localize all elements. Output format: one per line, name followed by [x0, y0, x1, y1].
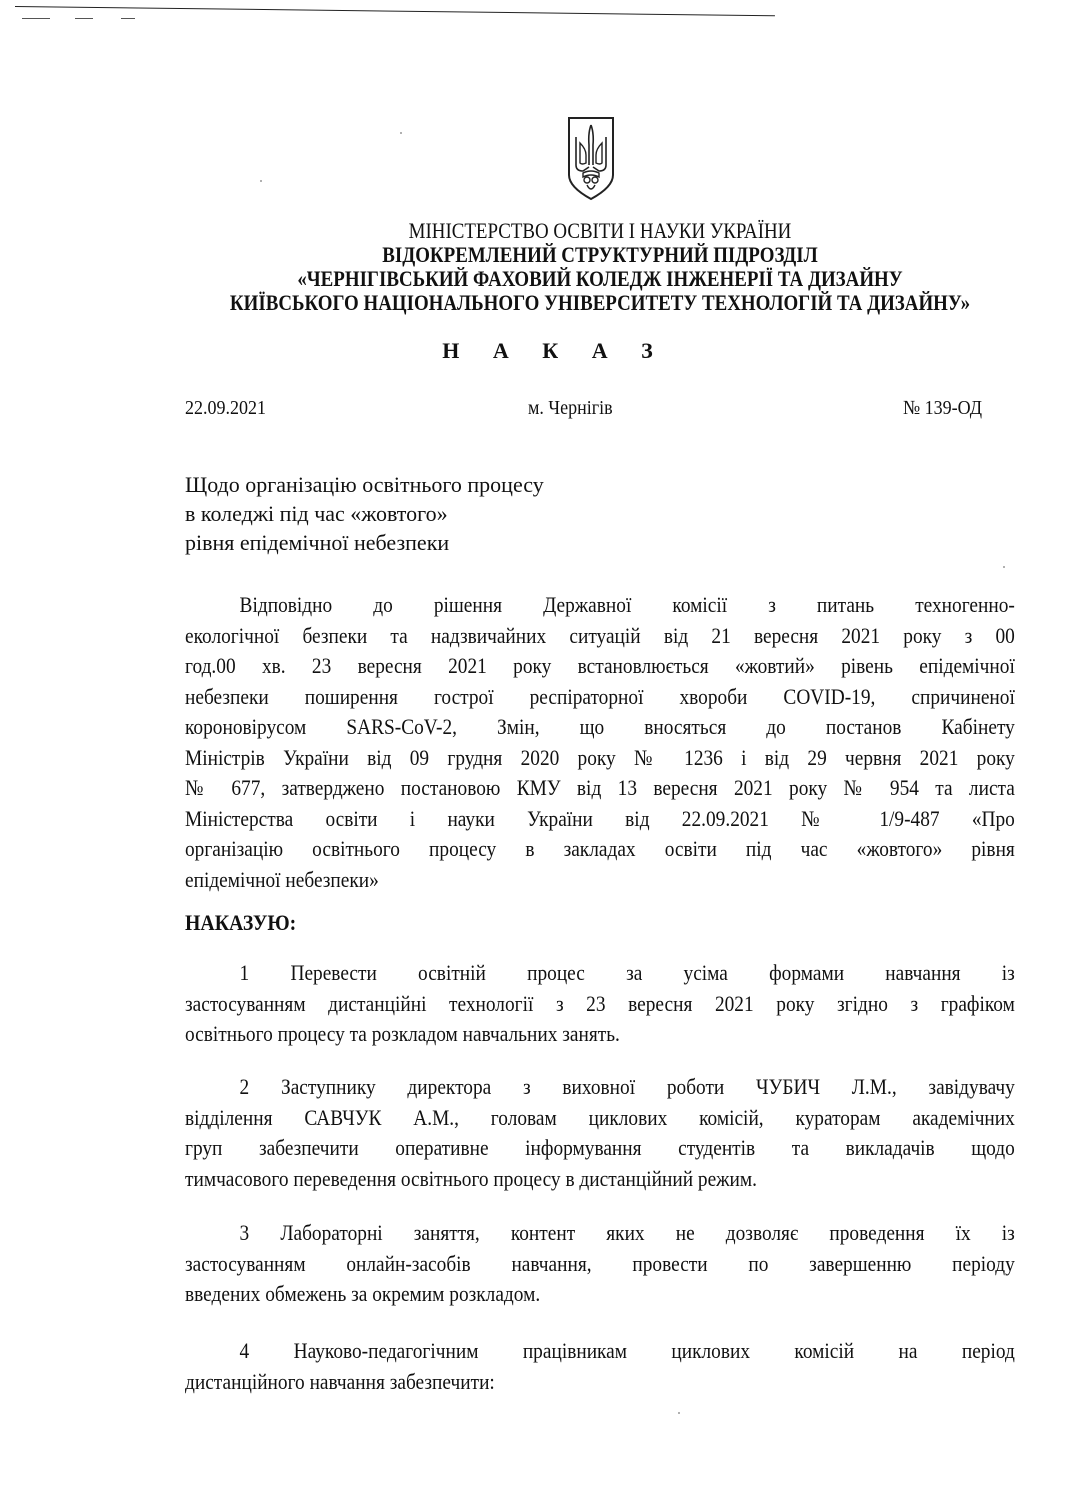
preamble-line: Міністерства освіти і науки України від 22.09.2021 № 1/9-487 «Про — [185, 805, 1015, 831]
order-subject — [185, 470, 544, 557]
scan-artifact-dash — [75, 18, 93, 19]
scan-artifact-dash — [121, 18, 135, 19]
item-line: тимчасового переведення освітнього процесу в дистанційний режим. — [185, 1165, 757, 1191]
item-line: 1 Перевести освітній процес за усіма формами навчання із — [239, 960, 1015, 985]
item-line: 2 Заступнику директора з виховної роботи ЧУБИЧ Л.М., завідувачу — [239, 1074, 1015, 1099]
item-line: застосуванням онлайн-засобів навчання, провести по завершенню періоду — [185, 1250, 1015, 1276]
document-title: Н А К А З — [442, 338, 667, 363]
item-line: 4 Науково-педагогічним працівникам циклових комісій на період — [239, 1338, 1015, 1363]
ministry-name: МІНІСТЕРСТВО ОСВІТИ І НАУКИ УКРАЇНИ — [408, 218, 792, 243]
item-line: груп забезпечити оперативне інформування студентів та викладачів щодо — [185, 1135, 1015, 1160]
item-line: 3 Лабораторні заняття, контент яких не дозволяє проведення їх із — [239, 1220, 1015, 1245]
scan-artifact-line — [15, 6, 775, 16]
item-line: дистанційного навчання забезпечити: — [185, 1368, 495, 1394]
preamble-line: екологічної безпеки та надзвичайних ситуацій від 21 вересня 2021 року з 00 — [185, 622, 1015, 648]
university-name: КИЇВСЬКОГО НАЦІОНАЛЬНОГО УНІВЕРСИТЕТУ ТЕХНОЛОГІЙ ТА ДИЗАЙНУ» — [229, 290, 971, 315]
subject-line: в коледжі під час «жовтого» — [185, 501, 448, 526]
unit-name: ВІДОКРЕМЛЕНИЙ СТРУКТУРНИЙ ПІДРОЗДІЛ — [382, 242, 818, 267]
order-city: м. Чернігів — [528, 397, 613, 419]
scan-speck — [400, 132, 402, 134]
preamble-line: короновірусом SARS-CoV-2, Змін, що вносяться до постанов Кабінету — [185, 714, 1015, 739]
preamble-line: Міністрів України від 09 грудня 2020 року № 1236 і від 29 червня 2021 року — [185, 744, 1015, 770]
item-line: застосуванням дистанційні технології з 23 вересня 2021 року згідно з графіком — [185, 990, 1015, 1016]
preamble-line: № 677, затверджено постановою КМУ від 13 вересня 2021 року № 954 та листа — [185, 775, 1015, 800]
preamble-line: небезпеки поширення гострої респіраторної хвороби COVID-19, спричиненої — [185, 683, 1015, 709]
order-item-4 — [185, 1336, 1015, 1397]
preamble-line: год.00 хв. 23 вересня 2021 року встановлюється «жовтий» рівень епідемічної — [185, 653, 1015, 678]
preamble-line: організацію освітнього процесу в закладах освіти під час «жовтого» рівня — [185, 836, 1015, 861]
scan-speck — [260, 180, 262, 182]
item-line: освітнього процесу та розкладом навчальних занять. — [185, 1021, 620, 1046]
order-number: № 139-ОД — [903, 397, 983, 419]
subject-line: Щодо організацію освітнього процесу — [185, 472, 544, 497]
scan-speck — [1003, 566, 1005, 568]
college-name: «ЧЕРНІГІВСЬКИЙ ФАХОВИЙ КОЛЕДЖ ІНЖЕНЕРІЇ ТА ДИЗАЙНУ — [297, 266, 903, 291]
item-line: відділення САВЧУК А.М., головам циклових комісій, кураторам академічних — [185, 1104, 1015, 1130]
scan-speck — [678, 1412, 680, 1414]
subject-line: рівня епідемічної небезпеки — [185, 530, 450, 555]
preamble-line: епідемічної небезпеки» — [185, 866, 379, 892]
order-date: 22.09.2021 — [185, 397, 266, 419]
item-line: введених обмежень за окремим розкладом. — [185, 1281, 541, 1306]
order-heading: НАКАЗУЮ: — [185, 910, 297, 935]
trident-emblem-icon — [566, 115, 616, 201]
order-item-1 — [185, 958, 1015, 1050]
scan-artifact-dash — [22, 18, 50, 19]
order-item-2 — [185, 1072, 1015, 1194]
preamble-line: Відповідно до рішення Державної комісії з питань техногенно- — [239, 592, 1015, 617]
preamble-paragraph — [185, 590, 1015, 895]
order-item-3 — [185, 1218, 1015, 1310]
